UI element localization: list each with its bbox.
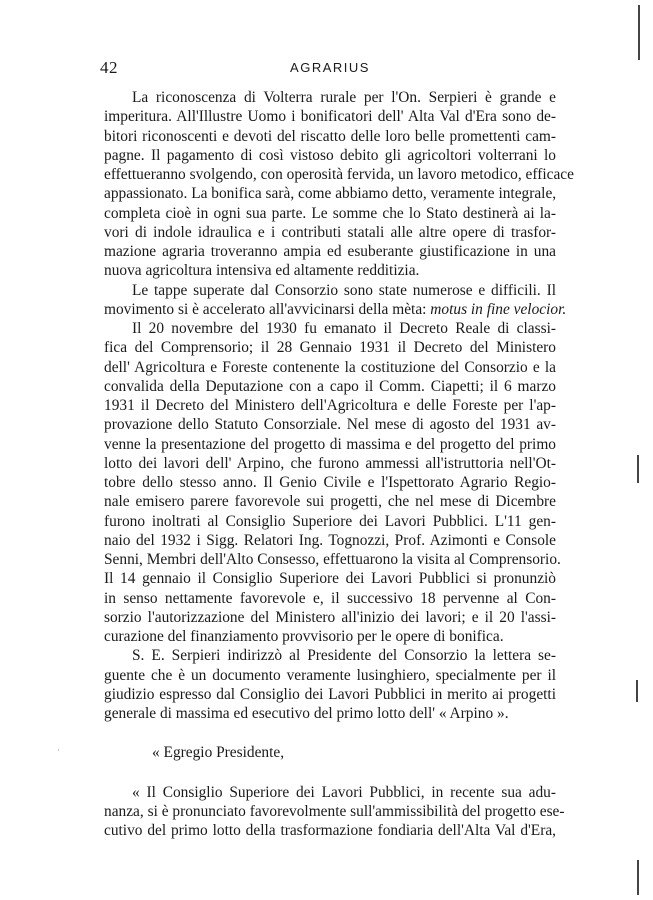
scan-margin-mark: [638, 5, 640, 60]
text-line: in senso nettamente favorevole e, il successivo 18 pervenne al Con-: [104, 589, 556, 607]
text-line: lotto dei lavori dell' Arpino, che furono ammessi all'istruttoria nell'Ot-: [104, 454, 556, 472]
running-title: AGRARIUS: [290, 60, 370, 75]
text-line: generale di massima ed esecutivo del primo lotto dell' « Arpino ».: [104, 705, 509, 722]
text-line: giudizio espresso dal Consiglio dei Lavori Pubblici in merito ai progetti: [104, 685, 556, 703]
page-header: [100, 58, 560, 80]
text-line: mazione agraria troveranno ampia ed esuberante giustificazione in una: [104, 243, 556, 260]
text-line: provazione dello Statuto Consorziale. Nel mese di agosto del 1931 av-: [104, 416, 556, 434]
text-line: vori di indole idraulica e i contributi statali alle altre opere di trasfor-: [104, 223, 556, 241]
latin-motto: motus in fine velocior.: [430, 300, 567, 318]
text-line: pagne. Il pagamento di così vistoso debito gli agricoltori volterrani lo: [104, 146, 556, 164]
text-line: 1931 il Decreto del Ministero dell'Agricoltura e delle Foreste per l'ap-: [104, 397, 556, 414]
text-line: imperitura. All'Illustre Uomo i bonificatori dell' Alta Val d'Era sono de-: [104, 108, 556, 126]
text-line: tobre dello stesso anno. Il Genio Civile e l'Ispettorato Agrario Regio-: [104, 474, 556, 491]
spacer: [104, 763, 556, 783]
scan-margin-mark: [637, 860, 639, 895]
text-line: Senni, Membri dell'Alto Consesso, effettuarono la visita al Comprensorio.: [104, 551, 561, 568]
text-line: fica del Comprensorio; il 28 Gennaio 1931 il Decreto del Ministero: [104, 339, 556, 357]
text-line: Il 14 gennaio il Consiglio Superiore dei Lavori Pubblici si pronunziò: [104, 570, 556, 588]
page-number: 42: [100, 58, 118, 77]
text-line: venne la presentazione del progetto di massima e del progetto del primo: [104, 435, 556, 453]
text-line: completa cioè in ogni sua parte. Le somme che lo Stato destinerà ai la-: [104, 204, 556, 222]
text-line: effettueranno svolgendo, con operosità fervida, un lavoro metodico, efficace: [104, 166, 574, 183]
text-line: sorzio l'autorizzazione del Ministero all'inizio dei lavori; e il 20 l'assi-: [104, 608, 556, 626]
text-line: Il 20 novembre del 1930 fu emanato il Decreto Reale di classi-: [132, 320, 556, 337]
text-line-with-motto: [104, 300, 567, 319]
quote-line: cutivo del primo lotto della trasformazione fondiaria dell'Alta Val d'Era,: [104, 822, 556, 839]
text-line: La riconoscenza di Volterra rurale per l'On. Serpieri è grande e: [132, 89, 556, 106]
text-line: guente che è un documento veramente lusinghiero, specialmente per il: [104, 666, 556, 684]
text-line: appassionato. La bonifica sarà, come abbiamo detto, veramente integrale,: [104, 185, 557, 203]
text-line: bitori riconoscenti e devoti del riscatto delle loro belle promettenti cam-: [104, 127, 556, 145]
spacer: [104, 723, 556, 743]
text-line: Le tappe superate dal Consorzio sono state numerose e difficili. Il: [132, 281, 556, 299]
text-line: furono inoltrati al Consiglio Superiore dei Lavori Pubblici. L'11 gen-: [104, 512, 556, 530]
letter-salutation: « Egregio Presidente,: [152, 744, 285, 762]
text-segment: movimento si è accelerato all'avvicinarsi della mèta:: [104, 300, 427, 318]
text-line: naio del 1932 i Sigg. Relatori Ing. Tognozzi, Prof. Azimonti e Console: [104, 531, 556, 549]
scan-speck: ·: [57, 745, 60, 755]
quote-line: nanza, si è pronunciato favorevolmente sull'ammissibilità del progetto ese-: [104, 802, 565, 820]
text-line: dell' Agricoltura e Foreste contenente la costituzione del Consorzio e la: [104, 358, 556, 376]
text-line: S. E. Serpieri indirizzò al Presidente del Consorzio la lettera se-: [132, 647, 556, 665]
text-line: curazione del finanziamento provvisorio per le opere di bonifica.: [104, 628, 504, 645]
text-line: convalida della Deputazione con a capo il Comm. Ciapetti; il 6 marzo: [104, 377, 556, 395]
quote-line: « Il Consiglio Superiore dei Lavori Pubblici, in recente sua adu-: [132, 783, 556, 801]
page-body: [104, 88, 574, 840]
scan-margin-mark: [637, 455, 639, 483]
text-line: nale emisero parere favorevole sui progetti, che nel mese di Dicembre: [104, 493, 556, 511]
scan-margin-mark: [636, 680, 638, 702]
text-line: nuova agricoltura intensiva ed altamente redditizia.: [104, 262, 420, 280]
